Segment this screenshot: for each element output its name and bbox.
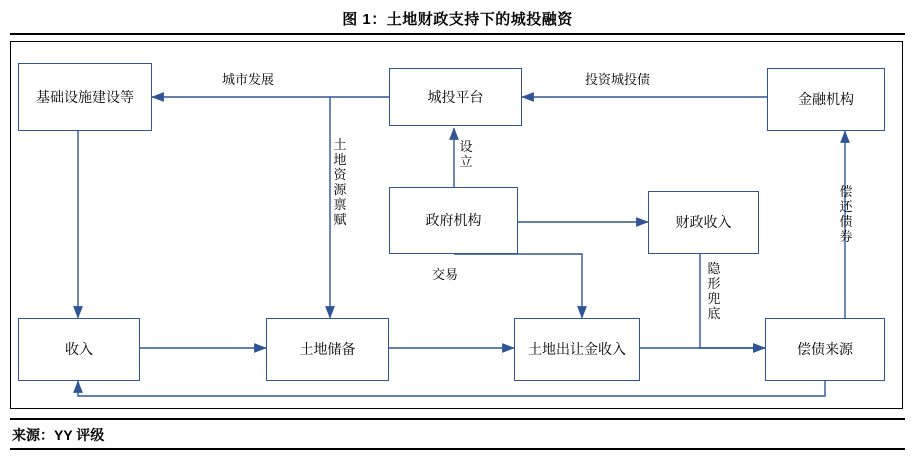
source-divider-bottom — [10, 448, 905, 450]
node-income[interactable]: 收入 — [18, 318, 140, 381]
edge-label-repay-bond: 偿还债券 — [839, 184, 853, 244]
edge-label-urban-development: 城市发展 — [222, 72, 275, 87]
source-divider-top — [10, 418, 905, 420]
source-note: 来源：YY 评级 — [12, 427, 105, 443]
edge-label-implicit-guarantee: 隐形兜底 — [707, 261, 721, 321]
edge-label-transaction: 交易 — [432, 267, 459, 282]
edge-label-invest-bond: 投资城投债 — [585, 72, 651, 87]
node-fiscal-revenue[interactable]: 财政收入 — [648, 191, 759, 254]
node-city-investment-platform[interactable]: 城投平台 — [389, 68, 522, 126]
node-government-agency[interactable]: 政府机构 — [389, 187, 518, 254]
title-divider — [10, 33, 905, 35]
edge-label-establish: 设立 — [459, 139, 473, 169]
node-financial-institution[interactable]: 金融机构 — [767, 68, 885, 131]
node-infrastructure[interactable]: 基础设施建设等 — [18, 63, 152, 131]
node-land-reserve[interactable]: 土地储备 — [266, 318, 389, 381]
page-title: 图 1：土地财政支持下的城投融资 — [342, 11, 573, 28]
node-land-transfer-income[interactable]: 土地出让金收入 — [514, 318, 640, 381]
node-debt-repayment-source[interactable]: 偿债来源 — [765, 318, 885, 381]
edge-label-land-resource-endowment: 土地资源禀赋 — [333, 137, 347, 227]
